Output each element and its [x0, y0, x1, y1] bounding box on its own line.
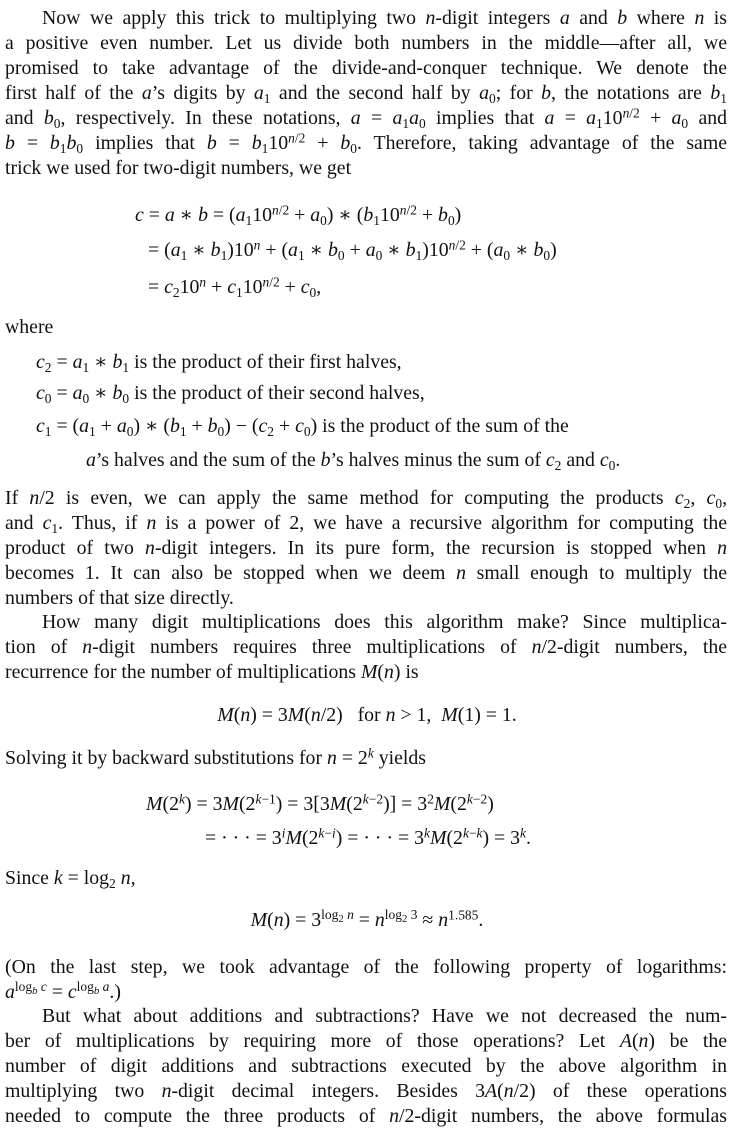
text-line: recurrence for the number of multiplications M(n) is [5, 661, 419, 683]
text-line: (On the last step, we took advantage of the following property of logarithms: [5, 956, 727, 978]
text-line: Since $k = \log_2 n$, [5, 867, 136, 892]
text-line: $a^{log_b c} = c^{log_b a}$.) [5, 979, 121, 1003]
text-line: number of digit additions and subtractions executed by the above algorithm in [5, 1055, 727, 1077]
equation-line: = · · · = $3^iM(2^{k-i})$ = · · · = $3^kM(2^{k-k}) = 3^k$. [205, 825, 531, 849]
text-line: numbers of that size directly. [5, 587, 234, 609]
definition-line: $c_1 = (a_1 + a_0)$ ∗ $(b_1 + b_0) - (c_2 + c_0)$ is the product of the sum of the [36, 415, 569, 440]
text-line: becomes 1. It can also be stopped when we deem n small enough to multiply the [5, 562, 727, 584]
text-line: and $c_1$. Thus, if n is a power of 2, we have a recursive algorithm for computing the [5, 512, 728, 537]
equation-line: $M(2^k) = 3M(2^{k-1}) = 3[3M(2^{k-2})] = 3^2M(2^{k-2})$ [146, 791, 494, 815]
equation-line: c = a ∗ $b = (a_110^{n/2} + a_0)$ ∗ $(b_110^{n/2} + b_0)$ [135, 202, 462, 229]
text-line: But what about additions and subtractions? Have we not decreased the num- [42, 1005, 727, 1027]
equation-result: $M(n) = 3^{log_2 n} = n^{log_2 3} \approx n^{1.585}$. [250, 907, 484, 931]
text-line: and $b_0$, respectively. In these notations, $a = a_1a_0$ implies that $a = a_110^{n/2} + a_0$ and [5, 105, 728, 132]
text-line: a positive even number. Let us divide both numbers in the middle—after all, we [5, 32, 727, 54]
text-line: ber of multiplications by requiring more of those operations? Let A(n) be the [5, 1030, 727, 1052]
text-line: If n/2 is even, we can apply the same method for computing the products $c_2$, $c_0$, [5, 487, 728, 512]
text-line: needed to compute the three products of n/2-digit numbers, the above formulas [5, 1105, 727, 1127]
definition-line: $c_2 = a_1$ ∗ $b_1$ is the product of their first halves, [36, 351, 402, 376]
definition-line: $c_0 = a_0$ ∗ $b_0$ is the product of their second halves, [36, 382, 425, 407]
equation-line: = ($a_1$ ∗ $b_1)10^n + (a_1$ ∗ $b_0 + a_0$ ∗ $b_1)10^{n/2} + (a_0$ ∗ $b_0$) [148, 237, 557, 264]
text-line: Solving it by backward substitutions for $n = 2^k$ yields [5, 745, 426, 769]
text-line: where [5, 316, 54, 338]
text-line: multiplying two n-digit decimal integers. Besides 3A(n/2) of these operations [5, 1080, 727, 1102]
text-line: tion of n-digit numbers requires three multiplications of n/2-digit numbers, the [5, 636, 727, 658]
equation-line: = $c_210^n + c_110^{n/2} + c_0$, [148, 274, 322, 301]
text-line: first half of the a’s digits by $a_1$ and the second half by $a_0$; for b, the notations are $b_1$ [5, 82, 727, 107]
text-line: How many digit multiplications does this algorithm make? Since multiplica- [42, 611, 727, 633]
text-line: promised to take advantage of the divide-and-conquer technique. We denote the [5, 57, 727, 79]
text-line: Now we apply this trick to multiplying two n-digit integers a and b where n is [42, 7, 728, 29]
text-line: $b = b_1b_0$ implies that $b = b_110^{n/2} + b_0$. Therefore, taking advantage of the same [5, 130, 727, 157]
text-line: trick we used for two-digit numbers, we get [5, 157, 352, 179]
text-line: product of two n-digit integers. In its pure form, the recursion is stopped when n [5, 537, 727, 559]
equation-recurrence: M(n) = 3M(n/2) for n > 1, M(1) = 1. [217, 704, 517, 726]
definition-line: a’s halves and the sum of the b’s halves minus the sum of $c_2$ and $c_0$. [86, 449, 621, 474]
